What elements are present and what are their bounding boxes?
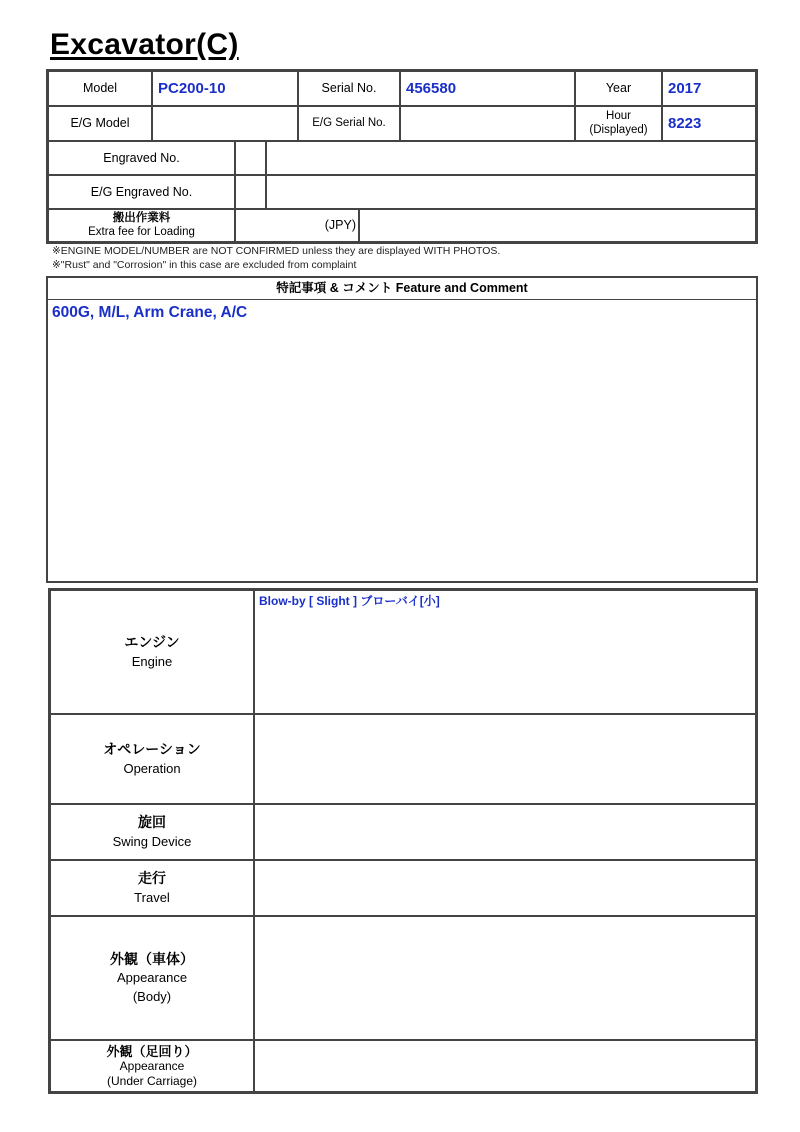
- eg-engraved-value: [266, 175, 756, 209]
- body-label: [50, 916, 254, 1040]
- engine-label-en: Engine: [131, 653, 173, 669]
- swing-label: [50, 804, 254, 860]
- operation-label-en: Operation: [123, 760, 181, 776]
- note-rust-exclusion: ※"Rust" and "Corrosion" in this case are excluded from complaint: [52, 259, 357, 271]
- fee-remark: [359, 209, 756, 242]
- hour-label: [575, 106, 662, 141]
- serial-label: Serial No.: [298, 71, 400, 106]
- fee-label-jp: 搬出作業料: [112, 212, 171, 225]
- engine-note: Blow-by [ Slight ] ブローバイ[小]: [259, 594, 440, 608]
- hour-label-line2: (Displayed): [589, 123, 648, 136]
- feature-text: 600G, M/L, Arm Crane, A/C: [52, 304, 248, 321]
- eg-serial-label: E/G Serial No.: [298, 106, 400, 141]
- eg-model-label: E/G Model: [48, 106, 152, 141]
- year-value: 2017: [662, 71, 756, 106]
- page-title: Excavator(C): [50, 28, 239, 61]
- travel-label-jp: 走行: [138, 870, 166, 887]
- eg-engraved-box: [235, 175, 266, 209]
- undercarriage-label: [50, 1040, 254, 1092]
- swing-label-jp: 旋回: [138, 814, 166, 831]
- eg-serial-value: [400, 106, 575, 141]
- fee-label-en: Extra fee for Loading: [88, 225, 195, 238]
- year-label: Year: [575, 71, 662, 106]
- body-label-en1: Appearance: [116, 970, 188, 986]
- swing-content: [254, 804, 756, 860]
- travel-label: [50, 860, 254, 916]
- undercarriage-label-jp: 外観（足回り）: [106, 1043, 198, 1059]
- fee-value: [235, 209, 359, 242]
- model-label: Model: [48, 71, 152, 106]
- engraved-label: Engraved No.: [48, 141, 235, 175]
- hour-label-line1: Hour: [606, 110, 631, 123]
- operation-label: [50, 714, 254, 804]
- engine-content: [254, 590, 756, 714]
- feature-header: 特記事項 & コメント Feature and Comment: [48, 278, 756, 300]
- model-value: PC200-10: [152, 71, 298, 106]
- operation-content: [254, 714, 756, 804]
- swing-label-en: Swing Device: [112, 833, 192, 849]
- undercarriage-label-en1: Appearance: [119, 1059, 185, 1074]
- undercarriage-content: [254, 1040, 756, 1092]
- undercarriage-label-en2: (Under Carriage): [106, 1073, 198, 1088]
- feature-comment-box: [46, 276, 758, 583]
- travel-content: [254, 860, 756, 916]
- operation-label-jp: オペレーション: [103, 741, 201, 758]
- eg-model-value: [152, 106, 298, 141]
- serial-value: 456580: [400, 71, 575, 106]
- body-label-jp: 外観（車体）: [110, 951, 194, 967]
- body-content: [254, 916, 756, 1040]
- hour-value: 8223: [662, 106, 756, 141]
- note-engine-confirmation: ※ENGINE MODEL/NUMBER are NOT CONFIRMED unless they are displayed WITH PHOTOS.: [52, 245, 501, 257]
- engraved-value: [266, 141, 756, 175]
- fee-label: [48, 209, 235, 242]
- engraved-box: [235, 141, 266, 175]
- engine-label: [50, 590, 254, 714]
- info-table: [46, 69, 758, 244]
- travel-label-en: Travel: [134, 889, 170, 905]
- body-label-en2: (Body): [132, 989, 172, 1005]
- fee-currency: (JPY): [324, 218, 356, 233]
- inspection-table: [48, 588, 758, 1094]
- eg-engraved-label: E/G Engraved No.: [48, 175, 235, 209]
- engine-label-jp: エンジン: [124, 634, 180, 651]
